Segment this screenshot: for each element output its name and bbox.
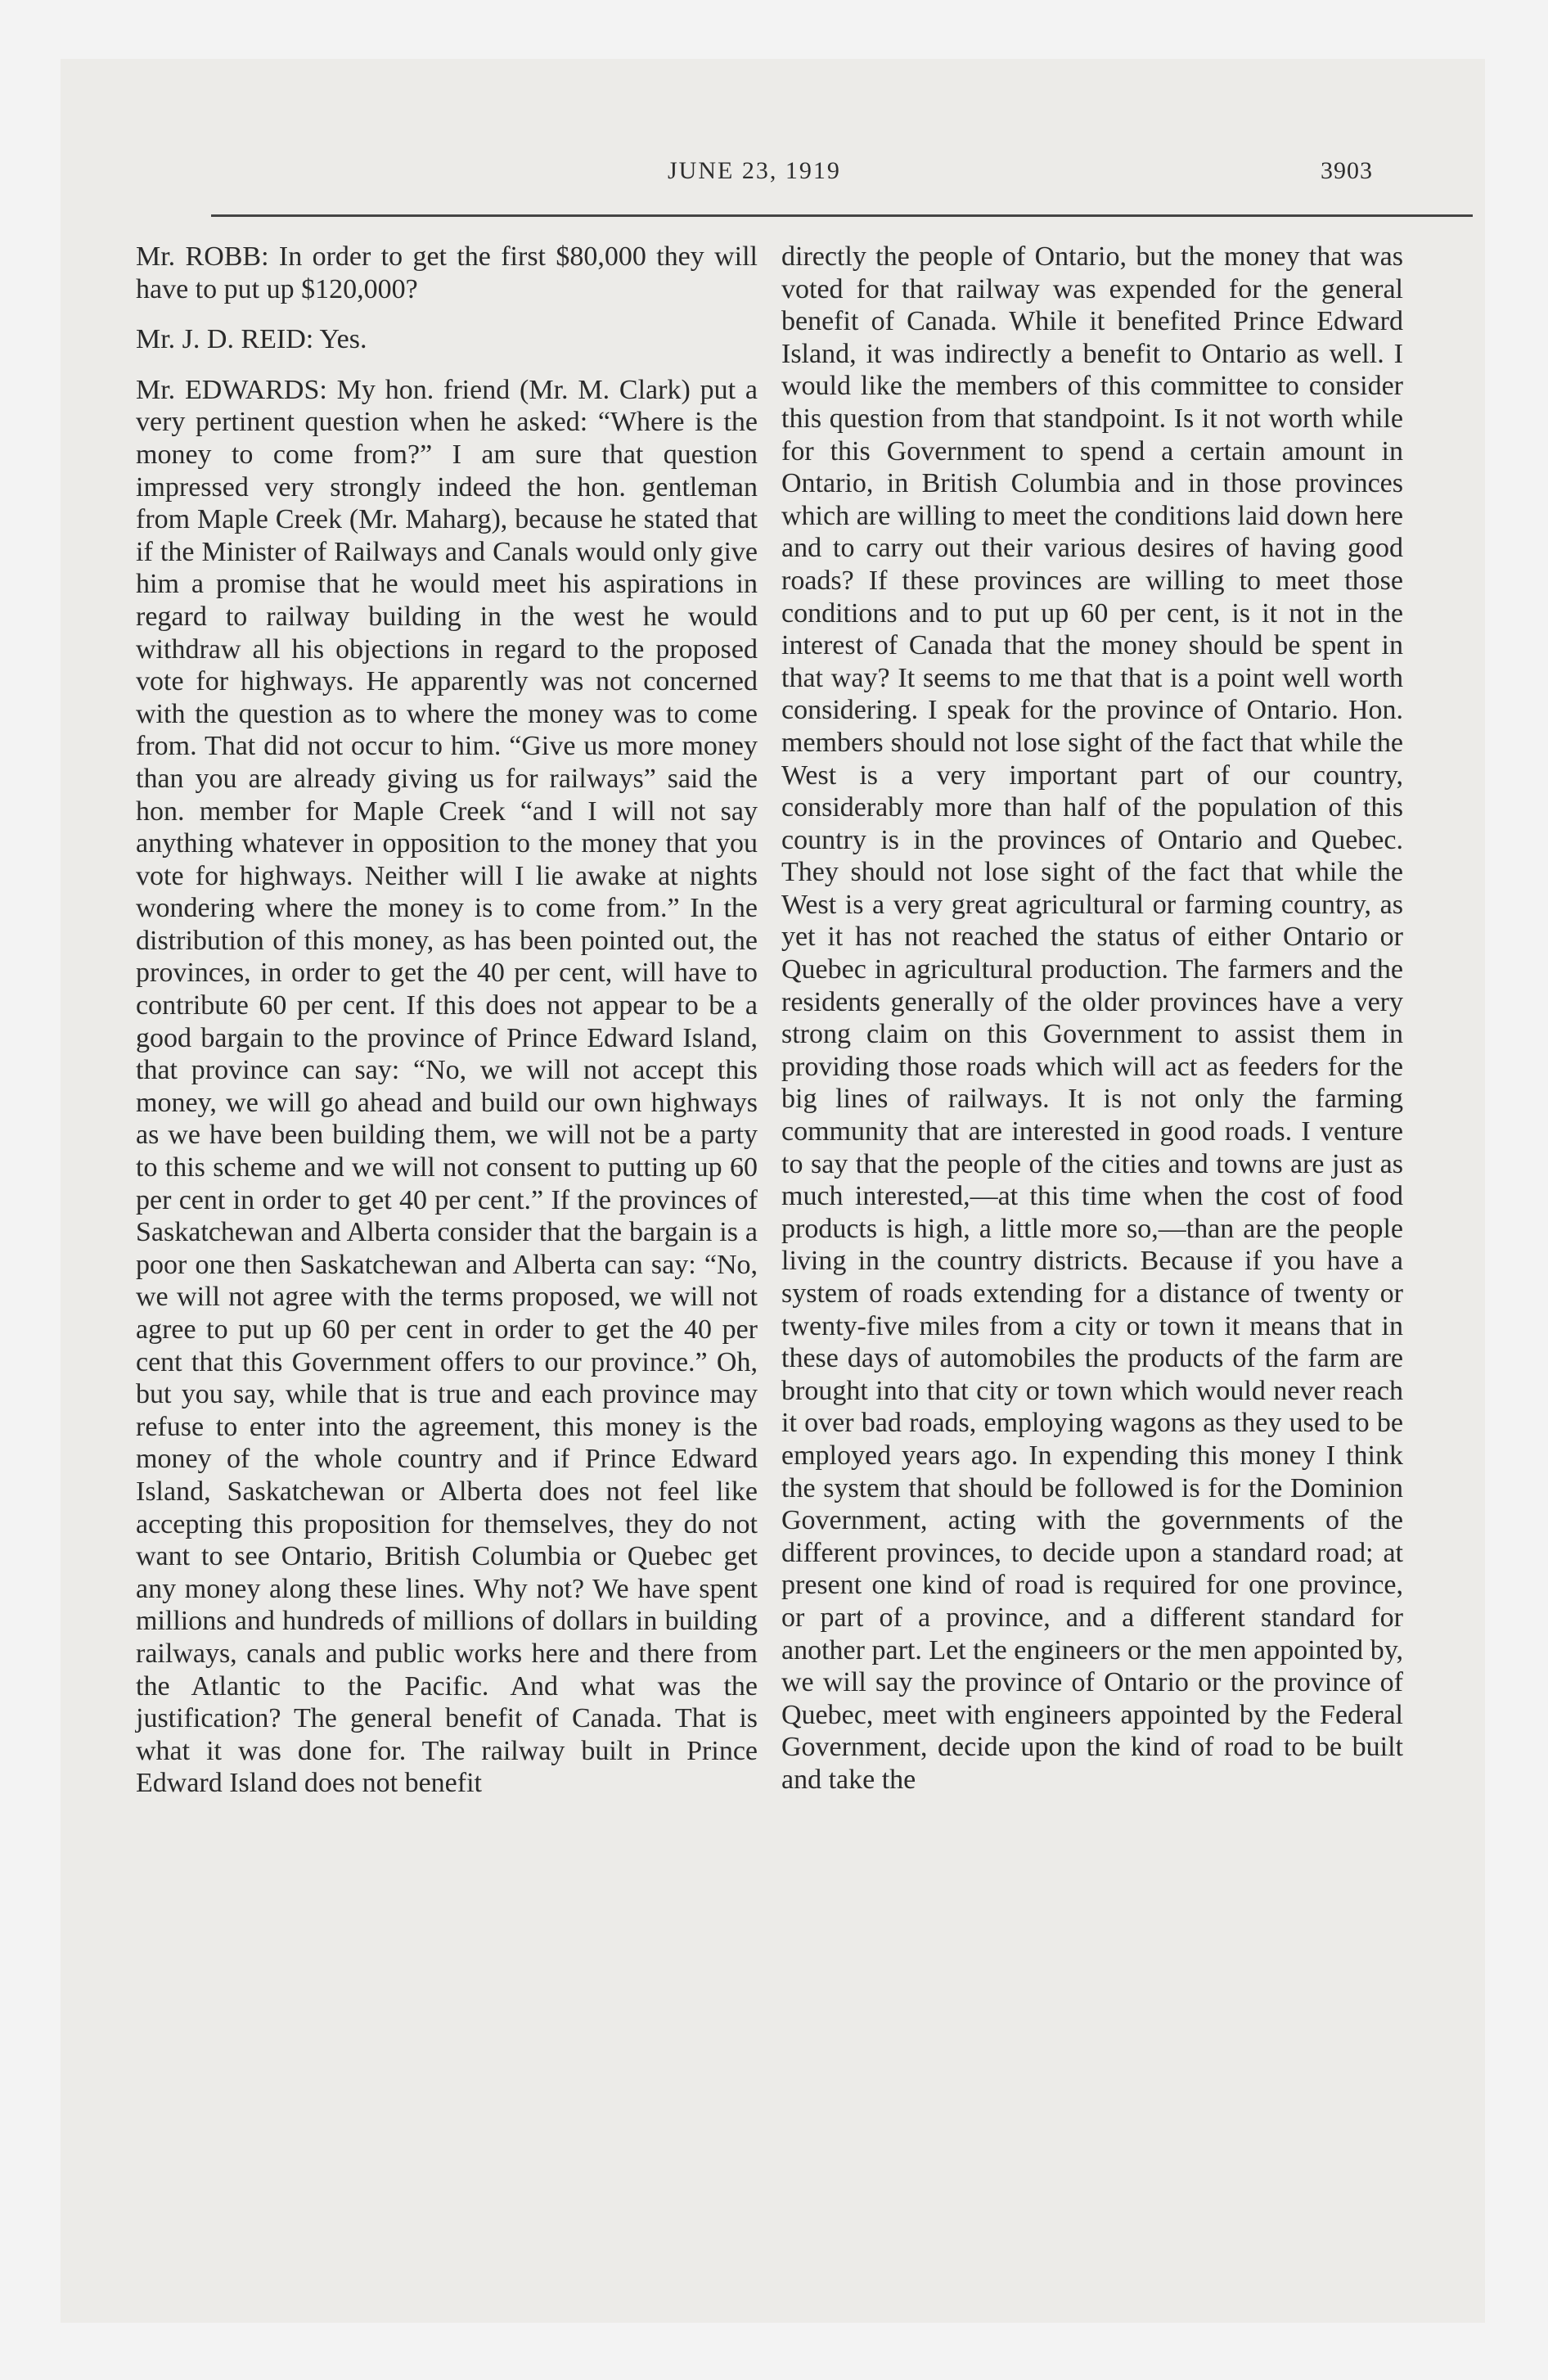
document-page [61, 59, 1485, 2323]
right-column [781, 241, 1403, 1796]
page-header [61, 157, 1485, 206]
left-column [136, 241, 758, 1800]
paragraph-robb: Mr. ROBB: In order to get the first $80,000 they will have to put up $120,000? [136, 241, 758, 304]
paragraph-edwards: Mr. EDWARDS: My hon. friend (Mr. M. Clark) put a very pertinent question when he asked: “Where is the money to come from?” I am sure that question impressed very strongly indeed the hon. gentleman from Maple Creek (Mr. Maharg), because he stated that if the Minister of Railways and Canals would only give him a promise that he would meet his aspirations in regard to railway building in the west he would withdraw all his objections in regard to the proposed vote for highways. He apparently was not concerned with the question as to where the money was to come from. That did not occur to him. “Give us more money than you are already giving us for railways” said the hon. member for Maple Creek “and I will not say anything whatever in opposition to the money that you vote for highways. Neither will I lie awake at nights wondering where the money is to come from.” In the distribution of this money, as has been pointed out, the provinces, in order to get the 40 per cent, will have to contribute 60 per cent. If this does not appear to be a good bargain to the province of Prince Edward Island, that province can say: “No, we will not accept this money, we will go ahead and build our own highways as we have been building them, we will not be a party to this scheme and we will not consent to putting up 60 per cent in order to get 40 per cent.” If the provinces of Saskatchewan and Alberta consider that the bargain is a poor one then Saskatchewan and Alberta can say: “No, we will not agree with the terms proposed, we will not agree to put up 60 per cent in order to get the 40 per cent that this Government offers to our province.” Oh, but you say, while that is true and each province may refuse to enter into the agreement, this money is the money of the whole country and if Prince Edward Island, Saskatchewan or Alberta does not feel like accepting this proposition for themselves, they do not want to see Ontario, British Columbia or Quebec get any money along these lines. Why not? We have spent millions and hundreds of millions of dollars in building railways, canals and public works here and there from the Atlantic to the Pacific. And what was the justification? The general benefit of Canada. That is what it was done for. The railway built in Prince Edward Island does not benefit [136, 374, 758, 1799]
header-rule [211, 214, 1473, 217]
paragraph-reid: Mr. J. D. REID: Yes. [136, 324, 367, 355]
paragraph-continued: directly the people of Ontario, but the money that was voted for that railway was expended for the general benefit of Canada. While it benefited Prince Edward Island, it was indirectly a benefit to Ontario as well. I would like the members of this committee to consider this question from that standpoint. Is it not worth while for this Government to spend a certain amount in Ontario, in British Columbia and in those provinces which are willing to meet the conditions laid down here and to carry out their various desires of having good roads? If these provinces are willing to meet those conditions and to put up 60 per cent, is it not in the interest of Canada that the money should be spent in that way? It seems to me that that is a point well worth considering. I speak for the province of Ontario. Hon. members should not lose sight of the fact that while the West is a very important part of our country, considerably more than half of the population of this country is in the provinces of Ontario and Quebec. They should not lose sight of the fact that while the West is a very great agricultural or farming country, as yet it has not reached the status of either Ontario or Quebec in agricultural production. The farmers and the residents generally of the older provinces have a very strong claim on this Government to assist them in providing those roads which will act as feeders for the big lines of railways. It is not only the farming community that are interested in good roads. I venture to say that the people of the cities and towns are just as much interested,—at this time when the cost of food products is high, a little more so,—than are the people living in the country districts. Because if you have a system of roads extending for a distance of twenty or twenty-five miles from a city or town it means that in these days of automobiles the products of the farm are brought into that city or town which would never reach it over bad roads, employing wagons as they used to be employed years ago. In expending this money I think the system that should be followed is for the Dominion Government, acting with the governments of the different provinces, to decide upon a standard road; at present one kind of road is required for one province, or part of a province, and a different standard for another part. Let the engineers or the men appointed by, we will say the province of Ontario or the province of Quebec, meet with engineers appointed by the Federal Government, decide upon the kind of road to be built and take the [781, 241, 1403, 1795]
header-date: JUNE 23, 1919 [668, 157, 841, 184]
page-number: 3903 [1321, 157, 1373, 184]
